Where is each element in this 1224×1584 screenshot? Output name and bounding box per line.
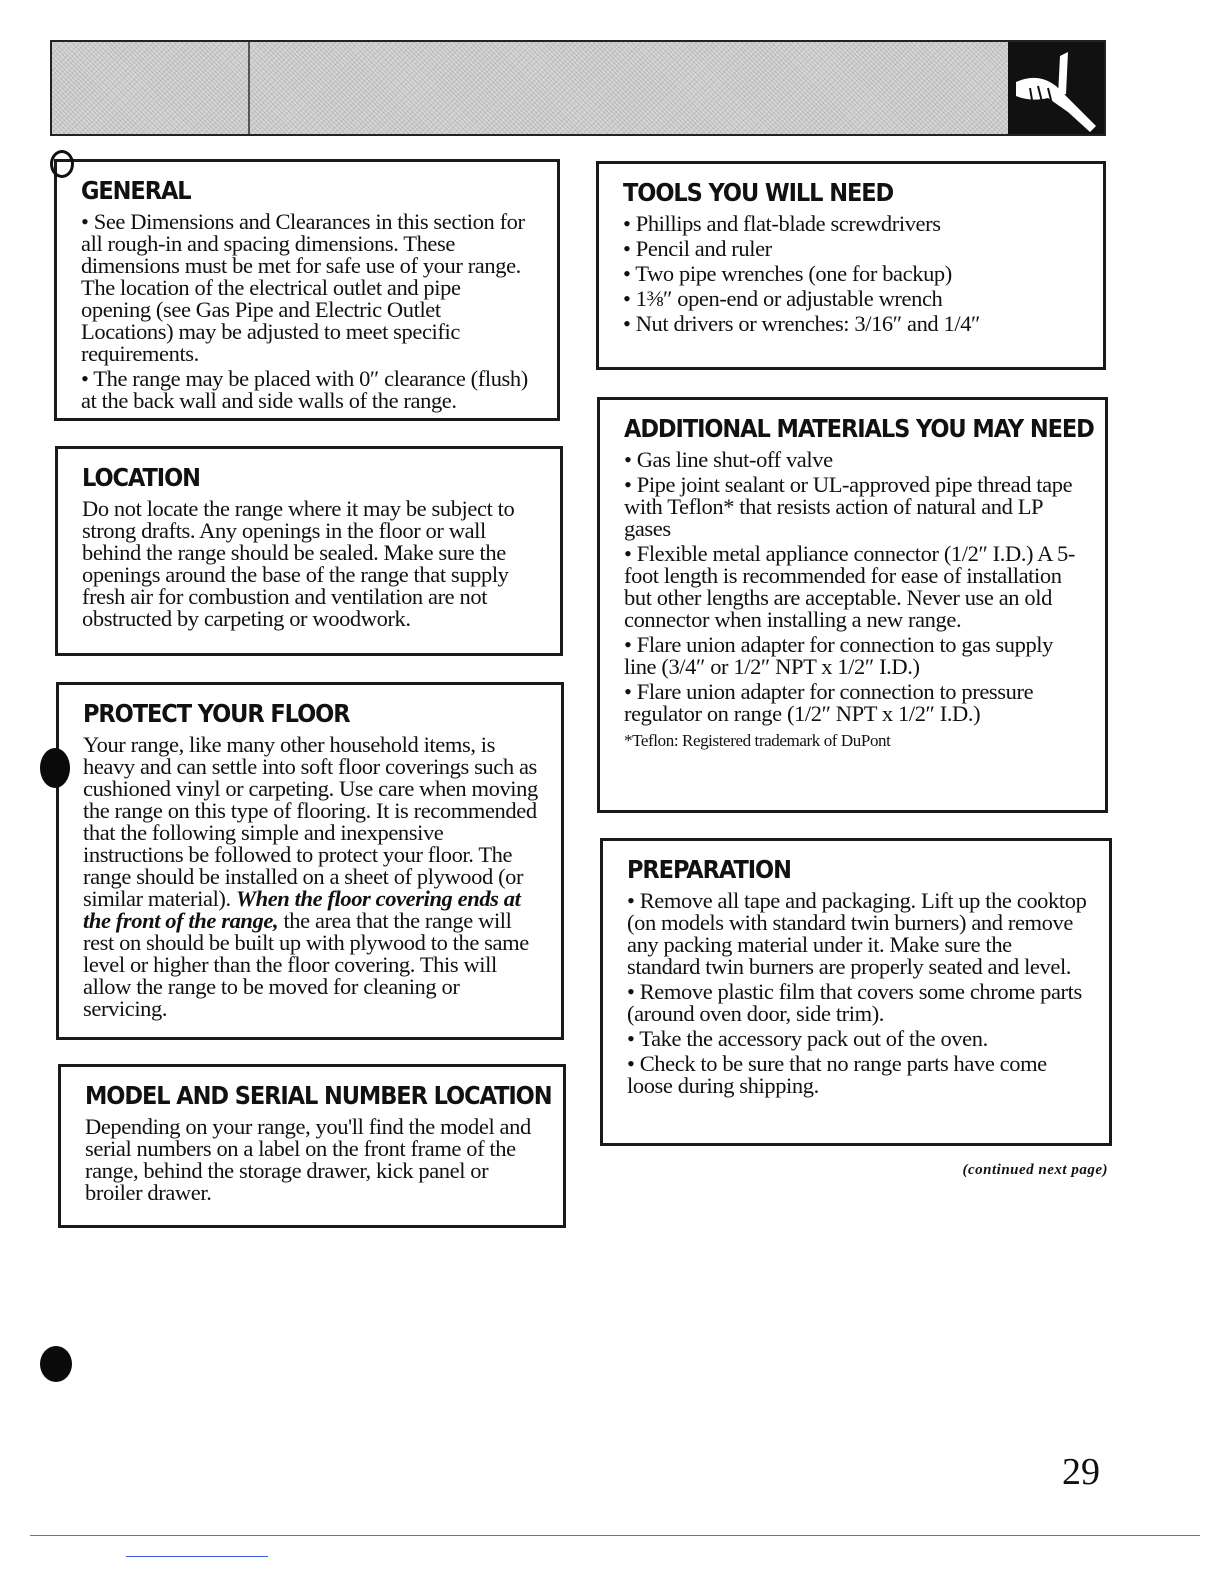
model-serial-title: MODEL AND SERIAL NUMBER LOCATION xyxy=(85,1081,552,1110)
protect-floor-title: PROTECT YOUR FLOOR xyxy=(83,699,350,728)
protect-floor-text-after: the area that the range will rest on should be built up with plywood to the same level or higher than the floor covering. This will allow the range to be moved for cleaning or servicing. xyxy=(83,908,529,1021)
list-item: • Gas line shut-off valve xyxy=(624,449,1083,471)
header-divider xyxy=(248,42,250,134)
teflon-note: *Teflon: Registered trademark of DuPont xyxy=(624,731,891,750)
location-text: Do not locate the range where it may be subject to strong drafts. Any openings in the floor or wall behind the range should be sealed. Make sure the openings around the base of the range that supply fresh air for combustion and ventilation are not obstructed by carpeting or woodwork. xyxy=(82,496,515,631)
list-item: • Remove all tape and packaging. Lift up the cooktop (on models with standard twin burners) and remove any packing material under it. Make sure the standard twin burners are properly seated and level. xyxy=(627,890,1087,978)
general-section xyxy=(54,159,560,421)
protect-floor-text xyxy=(83,734,539,1020)
list-item: • Pencil and ruler xyxy=(623,238,1081,260)
protect-floor-section xyxy=(56,682,564,1040)
page-bottom-rule xyxy=(30,1535,1200,1536)
binder-hole-mark xyxy=(50,150,74,178)
header-banner xyxy=(50,40,1106,136)
list-item: • Phillips and flat-blade screwdrivers xyxy=(623,213,1081,235)
preparation-title: PREPARATION xyxy=(627,855,791,884)
continued-note: (continued next page) xyxy=(962,1162,1108,1178)
list-item: • Check to be sure that no range parts have come loose during shipping. xyxy=(627,1053,1087,1097)
list-item: • See Dimensions and Clearances in this section for all rough-in and spacing dimensions. These dimensions must be met for safe use of your range. The location of the electrical outlet and pipe opening (see Gas Pipe and Electric Outlet Locations) may be adjusted to meet specific requirements. xyxy=(81,211,535,365)
additional-materials-section xyxy=(597,397,1108,813)
list-item: • Flexible metal appliance connector (1/2″ I.D.) A 5-foot length is recommended for ease of installation but other lengths are acceptable. Never use an old connector when installing a new range. xyxy=(624,543,1083,631)
tools-title: TOOLS YOU WILL NEED xyxy=(623,178,894,207)
list-item: • Nut drivers or wrenches: 3/16″ and 1/4″ xyxy=(623,313,1081,335)
preparation-section xyxy=(600,838,1112,1146)
protect-floor-text-before: Your range, like many other household items, is heavy and can settle into soft floor coverings such as cushioned vinyl or carpeting. Use care when moving the range on this type of flooring. It is recommended that the following simple and inexpensive instructions be followed to protect your floor. The range should be installed on a sheet of plywood (or similar material). xyxy=(83,732,538,911)
list-item: • Take the accessory pack out of the oven. xyxy=(627,1028,1087,1050)
additional-materials-title: ADDITIONAL MATERIALS YOU MAY NEED xyxy=(624,414,1094,443)
list-item: • Pipe joint sealant or UL-approved pipe thread tape with Teflon* that resists action of natural and LP gases xyxy=(624,474,1083,540)
binder-hole-mark xyxy=(40,1346,72,1382)
model-serial-section xyxy=(58,1064,566,1228)
list-item: • Flare union adapter for connection to gas supply line (3/4″ or 1/2″ NPT x 1/2″ I.D.) xyxy=(624,634,1083,678)
model-serial-text: Depending on your range, you'll find the model and serial numbers on a label on the front frame of the range, behind the storage drawer, kick panel or broiler drawer. xyxy=(85,1114,531,1205)
list-item: • The range may be placed with 0″ clearance (flush) at the back wall and side walls of the range. xyxy=(81,368,535,412)
list-item: • 1⅜″ open-end or adjustable wrench xyxy=(623,288,1081,310)
page-number: 29 xyxy=(1062,1451,1100,1493)
list-item: • Flare union adapter for connection to pressure regulator on range (1/2″ NPT x 1/2″ I.D.) xyxy=(624,681,1083,725)
general-title: GENERAL xyxy=(81,176,191,205)
tools-section xyxy=(596,161,1106,370)
list-item: • Two pipe wrenches (one for backup) xyxy=(623,263,1081,285)
protect-floor-text-italic: When the floor covering ends at the front of the range, xyxy=(83,886,521,933)
location-title: LOCATION xyxy=(82,463,200,492)
binder-hole-mark xyxy=(40,748,70,788)
installer-hand-icon xyxy=(1008,42,1104,134)
page-link-underline xyxy=(126,1556,268,1557)
location-section xyxy=(55,446,563,656)
list-item: • Remove plastic film that covers some chrome parts (around oven door, side trim). xyxy=(627,981,1087,1025)
